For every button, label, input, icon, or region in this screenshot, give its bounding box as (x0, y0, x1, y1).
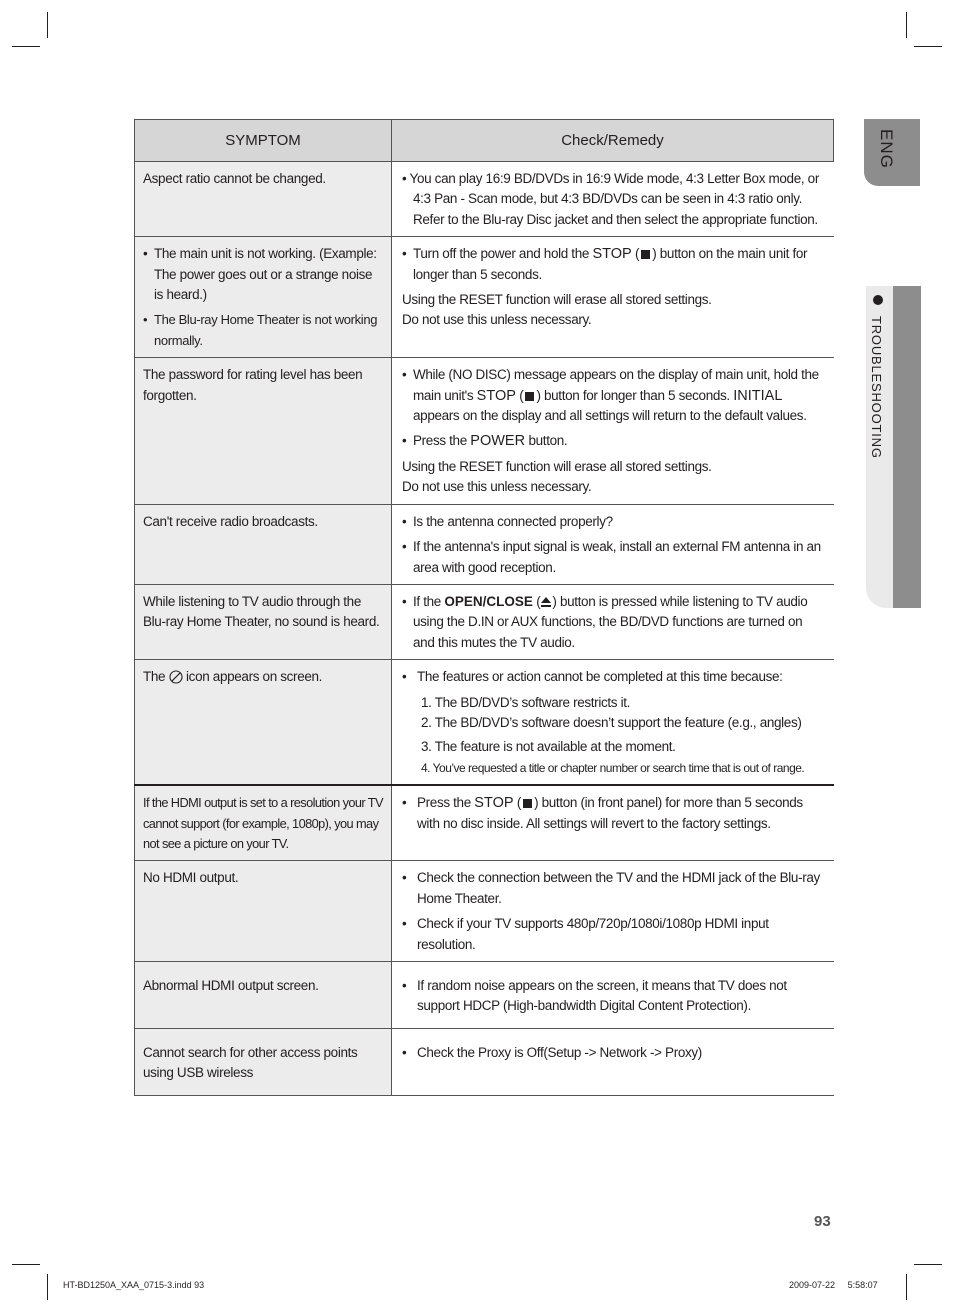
symptom-bullet-text: The main unit is not working. (Example: The power goes out or a strange noise is heard.) (154, 246, 377, 303)
remedy-text: button is pressed while listening to TV audio using the D.IN or AUX functions, the BD/DVD functions are turned on and this mutes the TV audio. (413, 593, 808, 650)
crop-mark (47, 1274, 48, 1300)
crop-mark (914, 1264, 942, 1265)
stop-key-label: STOP (474, 795, 514, 812)
remedy-text: button (in front panel) for more than 5 seconds with no disc inside. All settings will revert to the factory settings. (417, 795, 803, 831)
remedy-cell (392, 1029, 834, 1096)
remedy-text: The features or action cannot be completed at this time because: (417, 669, 783, 685)
list-item: • The Blu-ray Home Theater is not working normally. (143, 310, 383, 351)
crop-mark (906, 1274, 907, 1300)
footer-date: 2009-07-22 (789, 1280, 836, 1290)
remedy-text: Check the Proxy is Off(Setup -> Network -> Proxy) (417, 1045, 702, 1060)
remedy-text: While (NO DISC) message appears on the display of main unit, hold the main unit's (413, 367, 819, 403)
list-item: • Check if your TV supports 480p/720p/1080i/1080p HDMI input resolution. (402, 914, 826, 955)
language-label: ENG (877, 129, 896, 169)
table-row (135, 584, 834, 659)
remedy-text (402, 169, 826, 230)
remedy-cell (392, 584, 834, 659)
table-header-row (135, 120, 834, 162)
list-item: • Check the connection between the TV and the HDMI jack of the Blu-ray Home Theater. (402, 868, 826, 909)
table-row (135, 358, 834, 504)
remedy-cell (392, 237, 834, 358)
remedy-text: Is the antenna connected properly? (413, 513, 613, 529)
list-item: • If the antenna's input signal is weak, install an external FM antenna in an area with good reception. (402, 537, 826, 578)
remedy-cell (392, 861, 834, 962)
list-item: • If the OPEN/CLOSE ( ) button is pressed while listening to TV audio using the D.IN or AUX functions, the BD/DVD functions are turned on and this mutes the TV audio. (402, 593, 808, 650)
section-tab-strip (893, 286, 921, 608)
footer-datetime (789, 1280, 878, 1290)
remedy-cell (392, 962, 834, 1029)
list-item: • The main unit is not working. (Example: The power goes out or a strange noise is heard.) (143, 244, 383, 305)
numbered-item: 2. The BD/DVD’s software doesn’t support the feature (e.g., angles) (421, 714, 802, 730)
crop-mark (906, 12, 907, 38)
header-symptom: SYMPTOM (135, 120, 392, 162)
open-close-key-label: OPEN/CLOSE (444, 593, 533, 609)
crop-mark (914, 46, 942, 47)
remedy-text: Press the (417, 795, 471, 811)
stop-square-icon (641, 250, 650, 259)
troubleshooting-table (134, 119, 834, 1096)
remedy-text: button for longer than 5 seconds. (543, 387, 730, 403)
remedy-text-content: • You can play 16:9 BD/DVDs in 16:9 Wide mode, 4:3 Letter Box mode, or 4:3 Pan - Scan mode, but 4:3 BD/DVDs can be seen in 4:3 ratio only. Refer to the Blu-ray Disc jacket and then select the appropriate function. (402, 171, 819, 227)
crop-mark (47, 12, 48, 38)
remedy-cell (392, 785, 834, 861)
stop-square-icon (523, 799, 532, 808)
remedy-note: Using the RESET function will erase all stored settings. (402, 292, 712, 308)
symptom-cell (135, 237, 392, 358)
remedy-note: Using the RESET function will erase all stored settings. (402, 458, 712, 474)
language-tab (864, 119, 920, 186)
symptom-cell: No HDMI output. (135, 861, 392, 962)
symptom-cell: Aspect ratio cannot be changed. (135, 162, 392, 237)
section-label (869, 316, 884, 459)
numbered-item: 1. The BD/DVD’s software restricts it. (421, 694, 631, 710)
remedy-cell (392, 504, 834, 584)
symptom-text: icon appears on screen. (186, 669, 323, 685)
remedy-text: Turn off the power and hold the (413, 246, 590, 262)
remedy-cell (392, 660, 834, 786)
list-item: • Press the STOP ( ) button (in front panel) for more than 5 seconds with no disc inside. All settings will revert to the factory settings. (402, 795, 803, 831)
symptom-cell: If the HDMI output is set to a resolution your TV cannot support (for example, 1080p), you may not see a picture on your TV. (135, 785, 392, 861)
stop-square-icon (525, 392, 534, 401)
numbered-item: 3. The feature is not available at the moment. (421, 739, 676, 755)
header-remedy: Check/Remedy (392, 120, 834, 162)
symptom-cell: Abnormal HDMI output screen. (135, 962, 392, 1029)
eject-icon (540, 596, 552, 608)
remedy-text: If the (413, 593, 441, 609)
remedy-cell (392, 162, 834, 237)
initial-label: INITIAL (733, 387, 783, 404)
symptom-bullet-text: The Blu-ray Home Theater is not working normally. (154, 312, 378, 348)
table-row (135, 504, 834, 584)
list-item: • Check the Proxy is Off(Setup -> Network -> Proxy) (402, 1043, 826, 1063)
numbered-list (421, 693, 826, 779)
table-row (135, 162, 834, 237)
symptom-cell: The password for rating level has been forgotten. (135, 358, 392, 504)
table-row (135, 861, 834, 962)
remedy-text: Press the (413, 433, 467, 449)
remedy-cell (392, 358, 834, 504)
table-row (135, 660, 834, 786)
crop-mark (12, 1264, 40, 1265)
list-item: • Is the antenna connected properly? (402, 512, 826, 532)
remedy-note: Do not use this unless necessary. (402, 479, 592, 495)
list-item: • The features or action cannot be completed at this time because: (402, 667, 826, 687)
table-row (135, 962, 834, 1029)
footer-time: 5:58:07 (847, 1280, 878, 1290)
footer-file: HT-BD1250A_XAA_0715-3.indd 93 (63, 1280, 205, 1290)
stop-key-label: STOP (476, 387, 516, 404)
table-row (135, 237, 834, 358)
crop-mark (12, 46, 40, 47)
table-row (135, 785, 834, 861)
remedy-text: button. (528, 433, 568, 449)
power-key-label: POWER (470, 433, 526, 450)
bullet-dot-icon (873, 295, 883, 305)
list-item: • While (NO DISC) message appears on the display of main unit, hold the main unit's STOP ( ) button for longer than 5 seconds. INITIAL appears on the display and all settings will return to the default values. (402, 367, 819, 424)
symptom-cell: Cannot search for other access points using USB wireless (135, 1029, 392, 1096)
remedy-text: If the antenna's input signal is weak, install an external FM antenna in an area with good reception. (413, 539, 821, 575)
symptom-text: The (143, 669, 166, 685)
remedy-text: Check the connection between the TV and the HDMI jack of the Blu-ray Home Theater. (417, 870, 820, 906)
numbered-item: 4. You’ve requested a title or chapter number or search time that is out of range. (421, 760, 805, 775)
symptom-cell: Can't receive radio broadcasts. (135, 504, 392, 584)
list-item: • Turn off the power and hold the STOP ( ) button on the main unit for longer than 5 seconds. (402, 246, 808, 282)
table-row (135, 1029, 834, 1096)
remedy-text: button on the main unit for longer than 5 seconds. (413, 246, 808, 282)
prohibited-icon (169, 670, 183, 684)
remedy-text: If random noise appears on the screen, it means that TV does not support HDCP (High-bandwidth Digital Content Protection). (417, 978, 787, 1014)
remedy-note: Do not use this unless necessary. (402, 312, 592, 328)
page-number: 93 (814, 1213, 831, 1230)
list-item: • Press the POWER button. (402, 433, 568, 450)
remedy-text: Check if your TV supports 480p/720p/1080i/1080p HDMI input resolution. (417, 916, 769, 952)
list-item: • If random noise appears on the screen, it means that TV does not support HDCP (High-bandwidth Digital Content Protection). (402, 976, 826, 1017)
symptom-cell (135, 660, 392, 786)
stop-key-label: STOP (592, 246, 632, 263)
section-label-text: TROUBLESHOOTING (869, 316, 884, 459)
symptom-cell: While listening to TV audio through the Blu-ray Home Theater, no sound is heard. (135, 584, 392, 659)
remedy-text: appears on the display and all settings will return to the default values. (413, 408, 807, 424)
